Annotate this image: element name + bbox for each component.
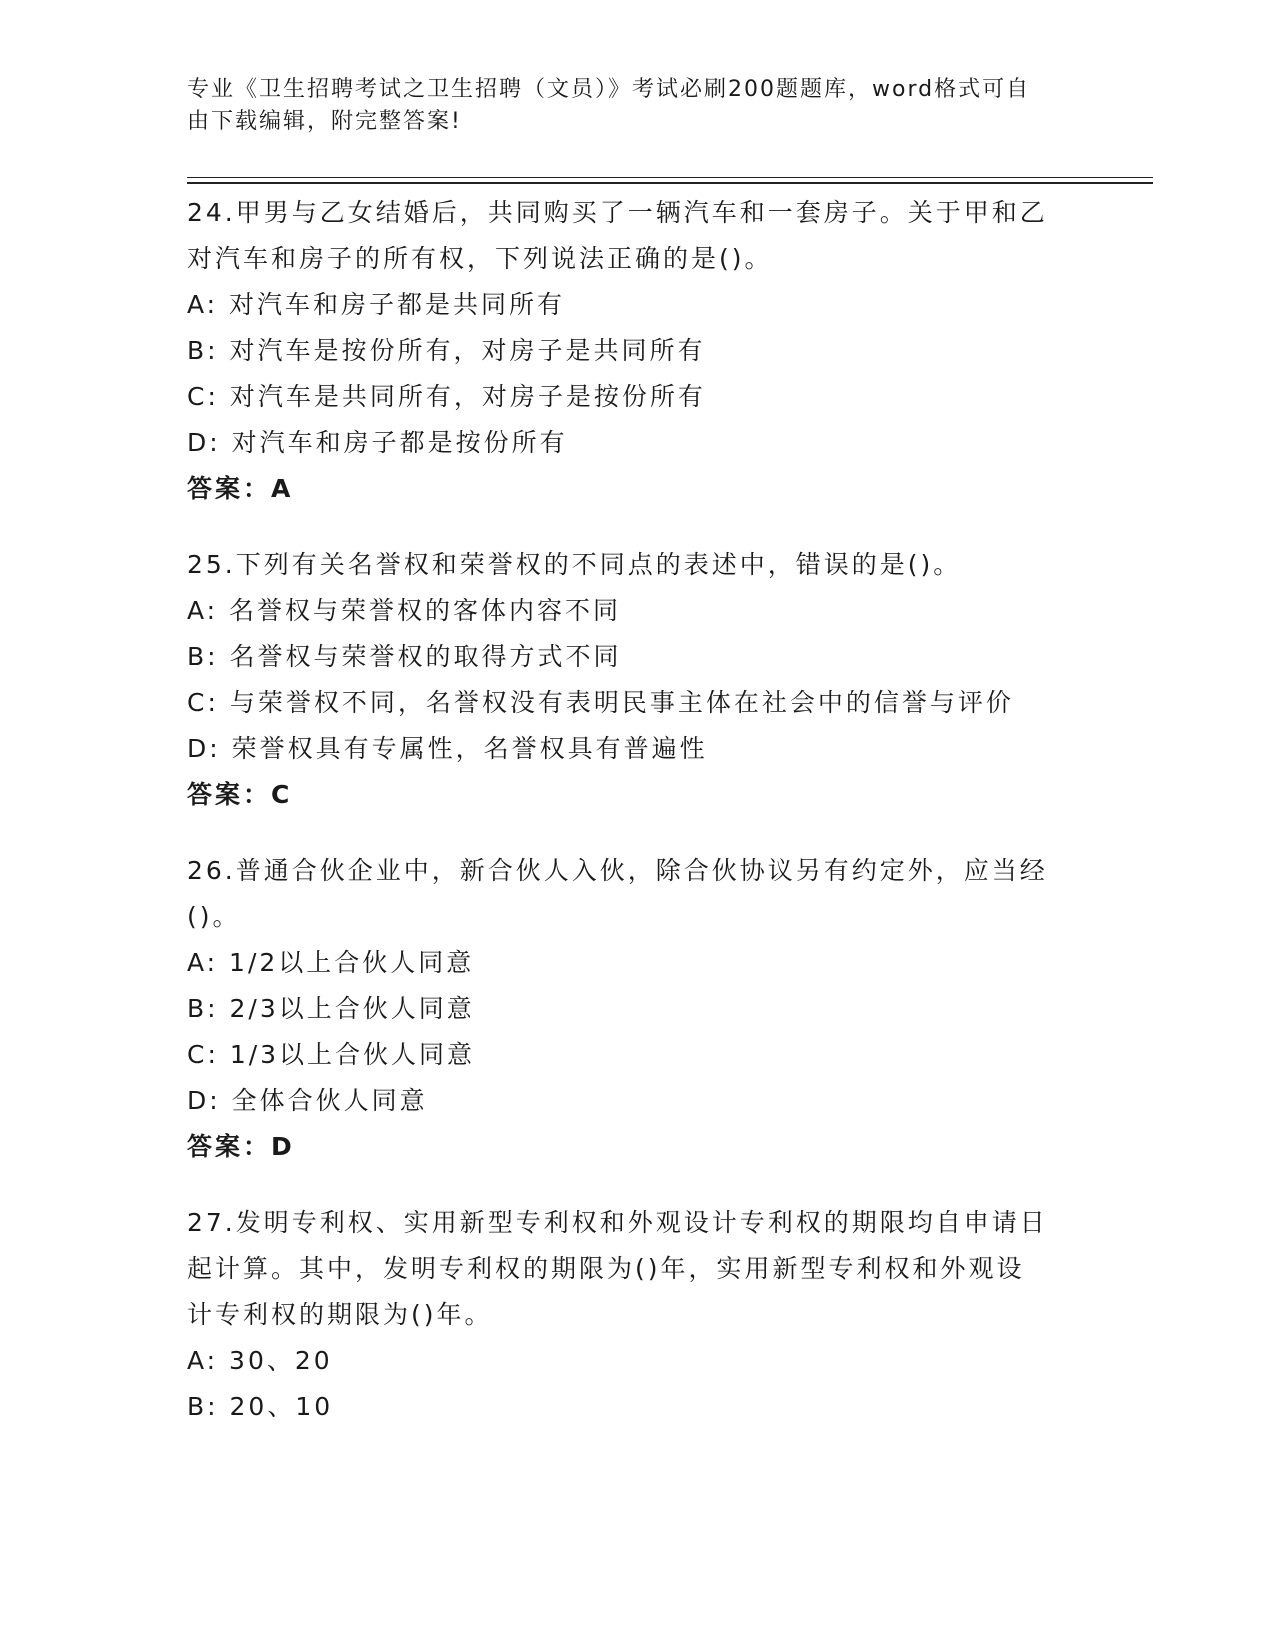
- question-stem-line: 起计算。其中，发明专利权的期限为()年，实用新型专利权和外观设: [187, 1254, 1025, 1283]
- answer-value: D: [271, 1132, 292, 1161]
- header-divider-thick: [187, 182, 1153, 184]
- question-stem-line: 计专利权的期限为()年。: [187, 1300, 493, 1329]
- question-stem-line: 26.普通合伙企业中，新合伙人入伙，除合伙协议另有约定外，应当经: [187, 856, 1048, 885]
- option-a: A: 对汽车和房子都是共同所有: [187, 290, 566, 319]
- option-c: C: 与荣誉权不同，名誉权没有表明民事主体在社会中的信誉与评价: [187, 688, 1014, 717]
- answer-value: A: [271, 474, 291, 503]
- option-b: B: 对汽车是按份所有，对房子是共同所有: [187, 336, 706, 365]
- option-c: C: 对汽车是共同所有，对房子是按份所有: [187, 382, 706, 411]
- question-26: [187, 848, 1087, 1170]
- question-24: [187, 190, 1087, 512]
- option-a: A: 1/2以上合伙人同意: [187, 948, 475, 977]
- question-list: [187, 190, 1087, 1460]
- question-stem-line: 27.发明专利权、实用新型专利权和外观设计专利权的期限均自申请日: [187, 1208, 1048, 1237]
- header-line-1: 专业《卫生招聘考试之卫生招聘（文员）》考试必刷200题题库，word格式可自: [187, 77, 1031, 102]
- option-a: A: 名誉权与荣誉权的客体内容不同: [187, 596, 622, 625]
- question-27: [187, 1200, 1087, 1430]
- document-header: [187, 74, 1067, 138]
- option-c: C: 1/3以上合伙人同意: [187, 1040, 476, 1069]
- option-d: D: 荣誉权具有专属性，名誉权具有普遍性: [187, 734, 708, 763]
- answer-line: [187, 772, 1087, 818]
- answer-label: 答案：: [187, 1132, 272, 1161]
- option-d: D: 全体合伙人同意: [187, 1086, 428, 1115]
- option-b: B: 20、10: [187, 1392, 334, 1421]
- answer-label: 答案：: [187, 474, 272, 503]
- option-b: B: 名誉权与荣誉权的取得方式不同: [187, 642, 622, 671]
- answer-value: C: [271, 780, 290, 809]
- option-b: B: 2/3以上合伙人同意: [187, 994, 475, 1023]
- question-stem-line: 24.甲男与乙女结婚后，共同购买了一辆汽车和一套房子。关于甲和乙: [187, 198, 1048, 227]
- option-a: A: 30、20: [187, 1346, 333, 1375]
- answer-label: 答案：: [187, 780, 272, 809]
- answer-line: [187, 466, 1087, 512]
- question-25: [187, 542, 1087, 818]
- header-line-2: 由下载编辑，附完整答案!: [187, 109, 462, 134]
- question-stem-line: 对汽车和房子的所有权，下列说法正确的是()。: [187, 244, 773, 273]
- answer-line: [187, 1124, 1087, 1170]
- question-stem-line: ()。: [187, 902, 241, 931]
- option-d: D: 对汽车和房子都是按份所有: [187, 428, 568, 457]
- header-divider-thin: [187, 177, 1153, 178]
- question-stem-line: 25.下列有关名誉权和荣誉权的不同点的表述中，错误的是()。: [187, 550, 962, 579]
